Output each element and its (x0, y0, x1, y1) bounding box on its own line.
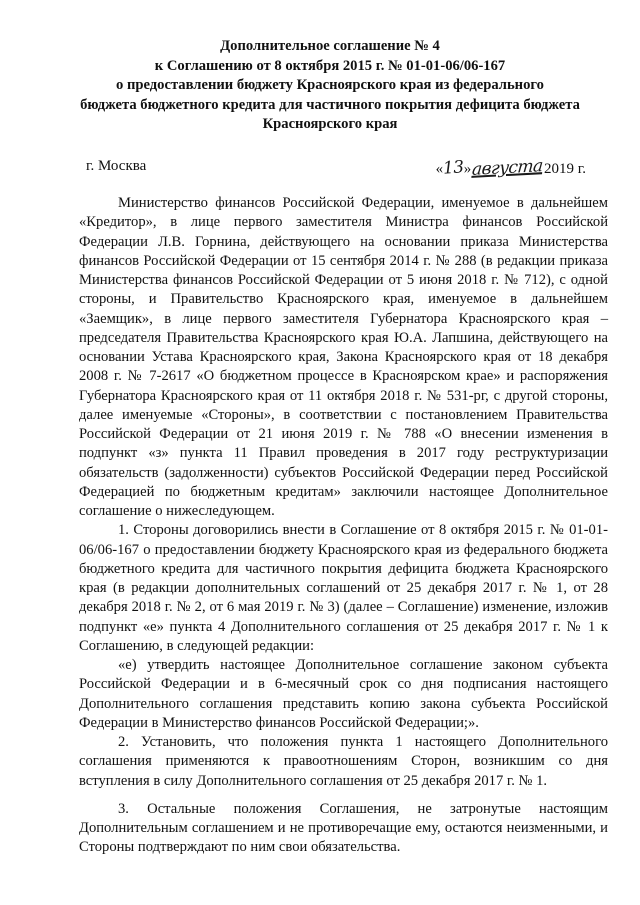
header-subject-line-3: Красноярского края (262, 116, 398, 133)
clause-3-paragraph: 3. Остальные положения Соглашения, не затронутые настоящим Дополнительным соглашением и не противоречащие ему, остаются неизменными, и Стороны подтверждают по ним свои обязательства. (79, 800, 608, 856)
header-subject-line-1: о предоставлении бюджету Красноярского края из федерального (116, 77, 544, 94)
clause-2-paragraph: 2. Установить, что положения пункта 1 настоящего Дополнительного соглашения применяются к правоотношениям Сторон, возникшим со дня вступления в силу Дополнительного соглашения от 25 декабря 2017 г. № 1. (79, 734, 608, 789)
header-title: Дополнительное соглашение № 4 (220, 38, 440, 54)
date-year: 2019 г. (544, 161, 586, 177)
signing-date (436, 158, 586, 178)
date-open-quote: « (435, 161, 444, 177)
document-header (60, 37, 600, 135)
header-subject-line-2: бюджета бюджетного кредита для частичного покрытия дефицита бюджета (80, 96, 580, 113)
signing-place: г. Москва (86, 158, 147, 174)
intro-paragraph: Министерство финансов Российской Федерации, именуемое в дальнейшем «Кредитор», в лице первого заместителя Министра финансов Российской Федерации Л.В. Горнина, действующего на основании приказа Министерства финансов Российской Федерации от 15 сентября 2014 г. № 288 (в редакции приказа Министерства финансов Российской Федерации от 5 июня 2018 г. № 712), с одной стороны, и Правительство Красноярского края, именуемое в дальнейшем «Заемщик», в лице первого заместителя Губернатора Красноярского края – председателя Правительства Красноярского края Ю.А. Лапшина, действующего на основании Устава Красноярского края, Закона Красноярского края от 18 декабря 2008 г. № 7-2617 «О бюджетном процессе в Красноярском крае» и распоряжения Губернатора Красноярского края от 11 октября 2018 г. № 531-рг, с другой стороны, далее именуемые «Стороны», в соответствии с постановлением Правительства Российской Федерации от 21 июня 2019 г. № 788 «О внесении изменения в подпункт «з» пункта 11 Правил проведения в 2017 году реструктуризации обязательств (задолженности) субъектов Российской Федерации перед Российской Федерацией по бюджетным кредитам» заключили настоящее Дополнительное соглашение о нижеследующем. (79, 195, 608, 519)
date-close-quote: » (463, 161, 472, 177)
place-date-row (86, 155, 586, 179)
handwritten-month: августа (471, 156, 544, 180)
clause-1-quoted-text: «е) утвердить настоящее Дополнительное соглашение законом субъекта Российской Федерации и в 6-месячный срок со дня подписания настоящего Дополнительного соглашения представить копию закона субъекта Российской Федерации в Министерство финансов Российской Федерации;». (79, 657, 608, 731)
handwritten-day: 13 (442, 157, 465, 179)
header-reference: к Соглашению от 8 октября 2015 г. № 01-01-06/06-167 (154, 57, 506, 74)
document-body (79, 194, 608, 858)
clause-1-paragraph: 1. Стороны договорились внести в Соглашение от 8 октября 2015 г. № 01-01-06/06-167 о предоставлении бюджету Красноярского края из федерального бюджета бюджетного кредита для частичного покрытия дефицита бюджета Красноярского края (в редакции дополнительных соглашений от 25 декабря 2017 г. № 1, от 28 декабря 2018 г. № 2, от 6 мая 2019 г. № 3) (далее – Соглашение) изменение, изложив подпункт «е» пункта 4 Дополнительного соглашения от 25 декабря 2017 г. № 1 к Соглашению, в следующей редакции: (79, 522, 608, 654)
